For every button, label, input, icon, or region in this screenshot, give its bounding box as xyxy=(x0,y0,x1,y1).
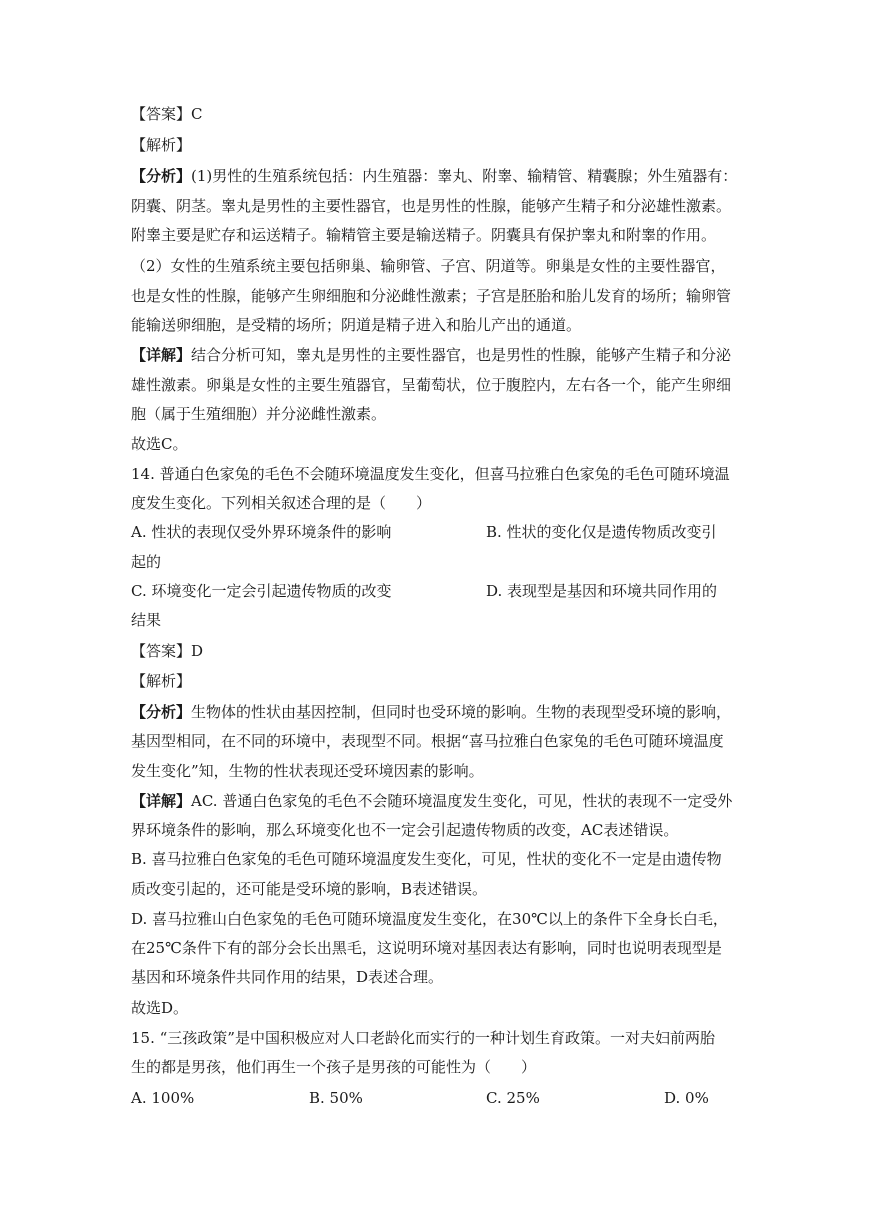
q13-fenxi-line xyxy=(131,166,741,186)
q13-conclusion: 故选C。 xyxy=(131,435,188,453)
q14-xiangjie-line xyxy=(131,791,741,811)
q14-option-d-wrap: 结果 xyxy=(131,611,162,629)
q14-fenxi-line: 基因型相同，在不同的环境中，表现型不同。根据“喜马拉雅白色家兔的毛色可随环境温度 xyxy=(131,732,724,750)
q13-xiangjie-line: 胞（属于生殖细胞）并分泌雌性激素。 xyxy=(131,405,387,423)
q14-option-c: C. 环境变化一定会引起遗传物质的改变 xyxy=(131,582,392,600)
q14-xiangjie-line: 基因和环境条件共同作用的结果，D表述合理。 xyxy=(131,968,444,986)
q13-xiangjie-line xyxy=(131,345,741,365)
q14-option-d: D. 表现型是基因和环境共同作用的 xyxy=(486,582,718,600)
q14-xiangjie-line: 质改变引起的，还可能是受环境的影响，B表述错误。 xyxy=(131,880,488,898)
q13-xiangjie-text: 结合分析可知，睾丸是男性的主要性器官，也是男性的性腺，能够产生精子和分泌 xyxy=(191,346,732,364)
q14-option-b-wrap: 起的 xyxy=(131,553,162,571)
q14-stem: 14. 普通白色家兔的毛色不会随环境温度发生变化，但喜马拉雅白色家兔的毛色可随环境温 xyxy=(131,465,730,483)
q13-fenxi-line: （2）女性的生殖系统主要包括卵巢、输卵管、子宫、阴道等。卵巢是女性的主要性器官， xyxy=(131,257,726,275)
q14-fenxi-text: 生物体的性状由基因控制，但同时也受环境的影响。生物的表现型受环境的影响， xyxy=(191,703,732,721)
q13-fenxi-line: 也是女性的性腺，能够产生卵细胞和分泌雌性激素；子宫是胚胎和胎儿发育的场所；输卵管 xyxy=(131,287,732,305)
q15-stem: 生的都是男孩，他们再生一个孩子是男孩的可能性为（ ） xyxy=(131,1058,537,1076)
q13-fenxi-line: 阴囊、阴茎。睾丸是男性的主要性器官，也是男性的性腺，能够产生精子和分泌雄性激素。 xyxy=(131,197,732,215)
q13-xiangjie-line: 雄性激素。卵巢是女性的主要生殖器官，呈葡萄状，位于腹腔内，左右各一个，能产生卵细 xyxy=(131,376,732,394)
q14-analysis-label: 【解析】 xyxy=(131,672,192,690)
q15-option-a: A. 100% xyxy=(131,1089,195,1107)
q13-fenxi-text: (1)男性的生殖系统包括：内生殖器：睾丸、附睾、输精管、精囊腺；外生殖器有： xyxy=(191,167,738,185)
q14-xiangjie-line: D. 喜马拉雅山白色家兔的毛色可随环境温度发生变化，在30℃以上的条件下全身长白毛， xyxy=(131,910,728,928)
q13-fenxi-line: 附睾主要是贮存和运送精子。输精管主要是输送精子。阴囊具有保护睾丸和附睾的作用。 xyxy=(131,226,717,244)
q15-option-d: D. 0% xyxy=(664,1089,709,1107)
q14-option-b: B. 性状的变化仅是遗传物质改变引 xyxy=(486,523,717,541)
q14-stem: 度发生变化。下列相关叙述合理的是（ ） xyxy=(131,494,432,512)
q13-answer: 【答案】C xyxy=(131,105,203,123)
q14-xiangjie-line: B. 喜马拉雅白色家兔的毛色可随环境温度发生变化，可见，性状的变化不一定是由遗传物 xyxy=(131,850,722,868)
q15-option-b: B. 50% xyxy=(309,1089,363,1107)
q14-fenxi-line: 发生变化”知，生物的性状表现还受环境因素的影响。 xyxy=(131,762,484,780)
q14-xiangjie-text: AC. 普通白色家兔的毛色不会随环境温度发生变化，可见，性状的表现不一定受外 xyxy=(191,792,733,810)
q14-answer: 【答案】D xyxy=(131,642,204,660)
q13-fenxi-line: 能输送卵细胞，是受精的场所；阴道是精子进入和胎儿产出的通道。 xyxy=(131,316,582,334)
q14-conclusion: 故选D。 xyxy=(131,999,189,1017)
q14-option-a: A. 性状的表现仅受外界环境条件的影响 xyxy=(131,523,392,541)
q14-xiangjie-line: 界环境条件的影响，那么环境变化也不一定会引起遗传物质的改变，AC表述错误。 xyxy=(131,821,679,839)
q13-analysis-label: 【解析】 xyxy=(131,136,192,154)
q14-xiangjie-line: 在25℃条件下有的部分会长出黑毛，这说明环境对基因表达有影响，同时也说明表现型是 xyxy=(131,939,722,957)
q15-option-c: C. 25% xyxy=(486,1089,540,1107)
xiangjie-tag: 【详解】 xyxy=(131,792,192,810)
q15-stem: 15. “三孩政策”是中国积极应对人口老龄化而实行的一种计划生育政策。一对夫妇前两胎 xyxy=(131,1029,715,1047)
xiangjie-tag: 【详解】 xyxy=(131,346,192,364)
fenxi-tag: 【分析】 xyxy=(131,703,192,721)
q14-fenxi-line xyxy=(131,702,741,722)
fenxi-tag: 【分析】 xyxy=(131,167,192,185)
